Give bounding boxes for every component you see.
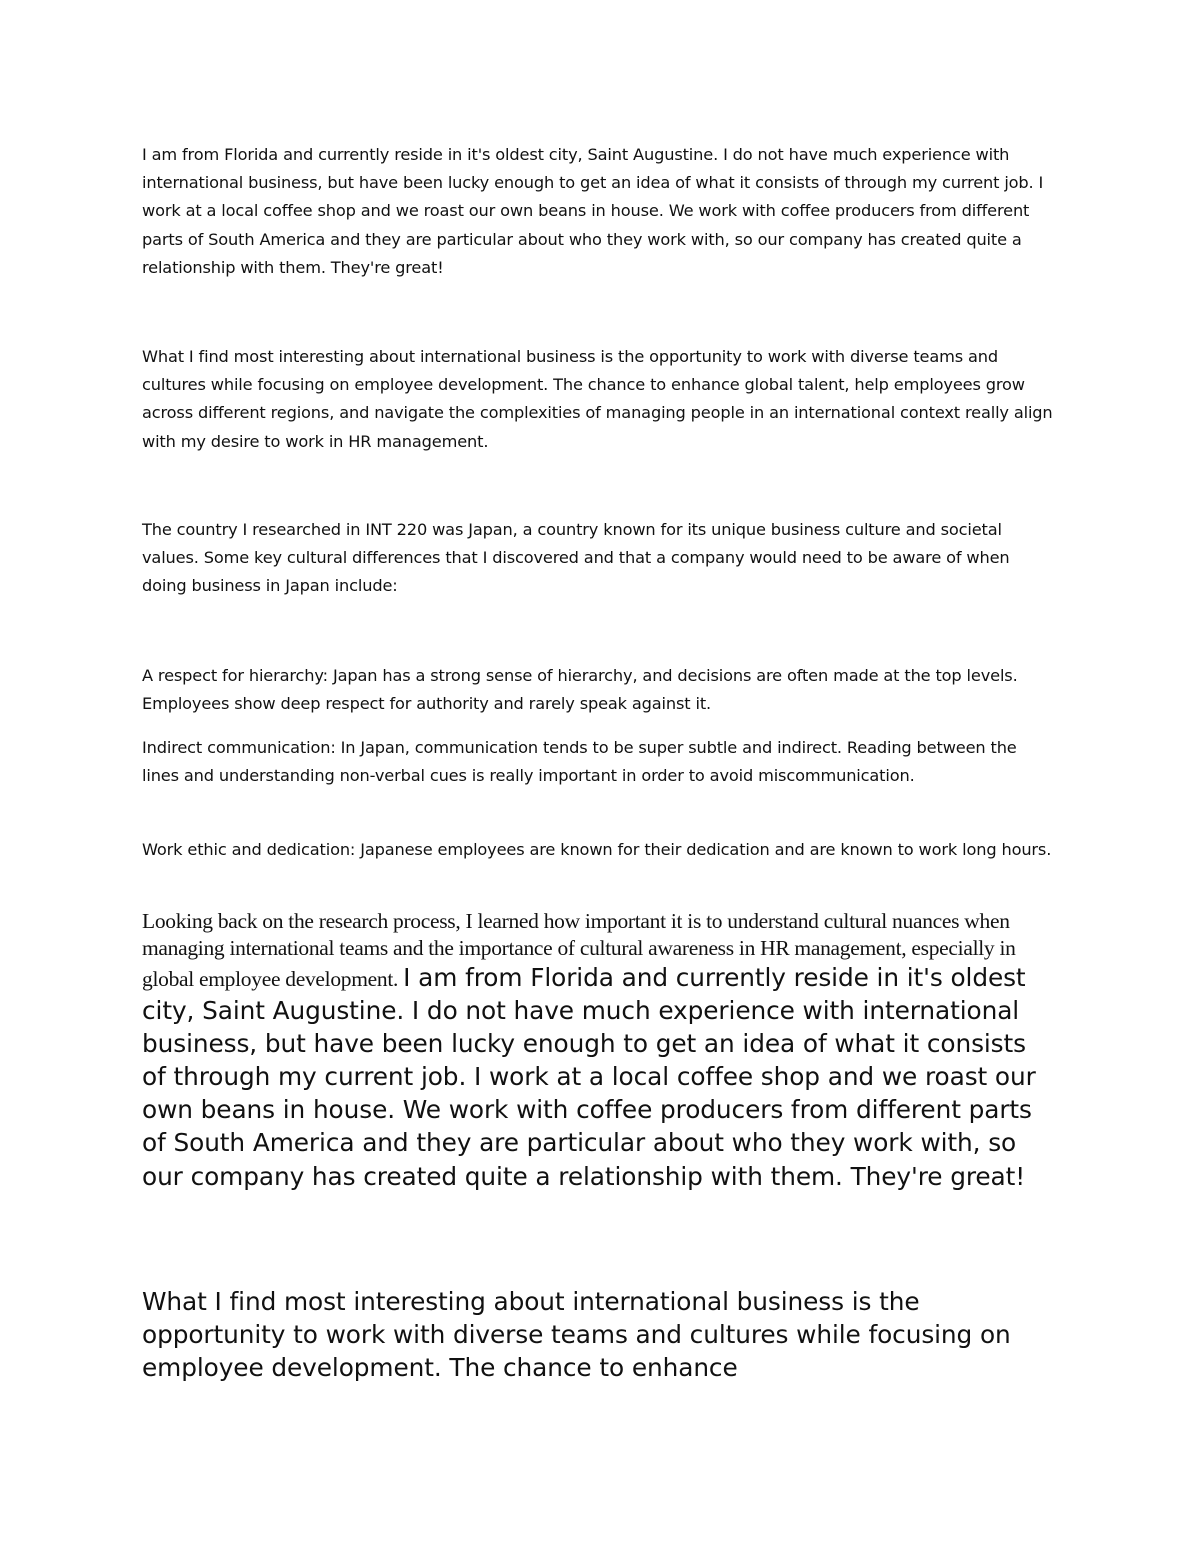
- reflection-text: Looking back on the research process, I learned how important it is to understand cultural nuances when managing international teams and the importance of cultural awareness in HR management, especially in global employee development.: [142, 909, 1016, 991]
- paragraph-repeated-interest: What I find most interesting about international business is the opportunity to work with diverse teams and cultures while focusing on employee development. The chance to enhance: [142, 1287, 1011, 1383]
- paragraph-interests: What I find most interesting about international business is the opportunity to work with diverse teams and cultures while focusing on employee development. The chance to enhance global talent, help employees grow across different regions, and navigate the complexities of managing people in an international context really align with my desire to work in HR management.: [142, 347, 1053, 451]
- paragraph-hierarchy: A respect for hierarchy: Japan has a strong sense of hierarchy, and decisions are often made at the top levels. Employees show deep respect for authority and rarely speak against it.: [142, 666, 1018, 714]
- paragraph-indirect-communication: Indirect communication: In Japan, communication tends to be super subtle and indirect. Reading between the lines and understanding non-verbal cues is really important in order to avoid miscommunication.: [142, 738, 1017, 786]
- paragraph-background: I am from Florida and currently reside in it's oldest city, Saint Augustine. I do not have much experience with international business, but have been lucky enough to get an idea of what it consists of through my current job. I work at a local coffee shop and we roast our own beans in house. We work with coffee producers from different parts of South America and they are particular about who they work with, so our company has created quite a relationship with them. They're great!: [142, 145, 1044, 277]
- paragraph-country-research: The country I researched in INT 220 was Japan, a country known for its unique business culture and societal values. Some key cultural differences that I discovered and that a company would need to be aware of when doing business in Japan include:: [142, 520, 1010, 596]
- repeated-intro-text: I am from Florida and currently reside in it's oldest city, Saint Augustine. I do not have much experience with international business, but have been lucky enough to get an idea of what it consists of through my current job. I work at a local coffee shop and we roast our own beans in house. We work with coffee producers from different parts of South America and they are particular about who they work with, so our company has created quite a relationship with them. They're great!: [142, 963, 1036, 1191]
- paragraph-reflection-with-repeated-intro: [142, 908, 1057, 1193]
- paragraph-work-ethic: Work ethic and dedication: Japanese employees are known for their dedication and are known to work long hours.: [142, 840, 1052, 859]
